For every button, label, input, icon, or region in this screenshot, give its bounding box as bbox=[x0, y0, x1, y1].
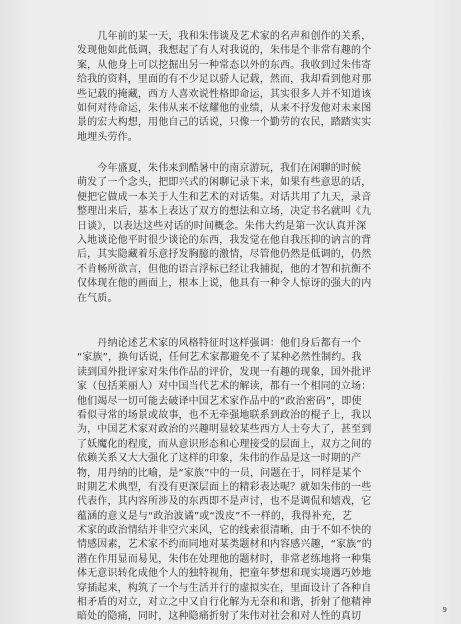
text-line: 丹纳论述艺术家的风格特征时这样强调：他们身后都有一个 bbox=[77, 338, 362, 349]
text-line: 物，用丹纳的比喻，是“家族”中的一员，问题在于，同样是某个 bbox=[77, 467, 362, 479]
text-line: 体无意识转化成他个人的独特视角，把童年梦想和现实境遇巧妙地 bbox=[77, 568, 372, 580]
text-line: 穿插起来，构筑了一个与生活并行的虚拟实在，里面设计了各种自 bbox=[77, 582, 372, 594]
paragraph-2 bbox=[77, 162, 439, 306]
text-line: 依赖关系又大大强化了这样的印象，朱伟的作品是这一时期的产 bbox=[77, 453, 362, 465]
text-line: “家族”，换句话说，任何艺术家都避免不了某种必然性制约。我 bbox=[77, 352, 362, 364]
text-line: 潜在作用显而易见，朱伟在处理他的题材时，非常老练地将一种集 bbox=[77, 553, 372, 565]
text-line: 时期艺术典型，有没有更深层面上的精彩表达呢？就如朱伟的一些 bbox=[77, 481, 372, 493]
text-line: 在气质。 bbox=[77, 292, 118, 304]
text-line: 整理出来后，基本上表达了双方的想法和立场，决定书名就叫《九 bbox=[77, 206, 372, 218]
text-line: 仅体现在他的画面上，根本上说，他具有一种令人惊讶的强大的内 bbox=[77, 278, 372, 290]
text-line: 暗处的隐痛，同时，这种隐痛折射了朱伟对社会和对人性的真切 bbox=[77, 611, 362, 623]
text-line: 蕴涵的意义是与“政治波谲”或“泼皮”不一样的，我得补充，艺 bbox=[77, 510, 353, 522]
text-line: 如何对待命运，朱伟从来不炫耀他的业绩，从来不抒发他对未来图 bbox=[77, 102, 372, 114]
text-line: 些记载的掩藏，西方人喜欢说性格即命运，其实很多人并不知道该 bbox=[77, 88, 372, 100]
page-number: 9 bbox=[442, 606, 447, 614]
text-line: 代表作，其内容所涉及的东西即不是声讨，也不是调侃和嬉戏，它 bbox=[77, 496, 372, 508]
text-line: 他们竭尽一切可能去破译中国艺术家作品中的“政治密码”，即使 bbox=[77, 395, 362, 407]
text-line: 景的宏大构想，用他自己的话说，只像一个勤劳的农民，踏踏实实 bbox=[77, 117, 372, 129]
text-line: 情感因素，艺术家不约而同地对某类题材和内容感兴趣，“家族”的 bbox=[77, 539, 372, 551]
text-line: 日谈》，以表达这些对话的时间概念。朱伟大约是第一次认真并深 bbox=[77, 220, 367, 232]
text-line: 不肯畅所欲言，但他的语言浮标已经让我捕捉，他的才智和抗衡不 bbox=[77, 263, 372, 275]
text-line: 发现他如此低调，我想起了有人对我说的，朱伟是个非常有趣的个 bbox=[77, 45, 372, 57]
text-line: 术家的政治情结并非空穴来风，它的线索很清晰，由于不如不快的 bbox=[77, 525, 372, 537]
text-line: 读到国外批评家对朱伟作品的评价，发现一有趣的现象，国外批评 bbox=[77, 366, 372, 378]
text-line: 了妖魔化的程度，而从意识形态和心理接受的层面上，双方之间的 bbox=[77, 438, 372, 450]
text-line: 相矛盾的对立，对立之中又自行化解为无奈和和谐，折射了他精神 bbox=[77, 597, 372, 609]
paragraph-1 bbox=[77, 30, 439, 145]
text-line: 几年前的某一天，我和朱伟谈及艺术家的名声和创作的关系， bbox=[77, 31, 372, 42]
text-line: 便把它做成一本关于人生和艺术的对话集。对话共用了九天，录音 bbox=[77, 191, 372, 203]
text-line: 家（包括莱丽人）对中国当代艺术的解读，都有一个相同的立场： bbox=[77, 381, 372, 393]
text-line: 今年盛夏，朱伟来到酷暑中的南京游玩，我们在闲聊的时候 bbox=[77, 163, 362, 174]
text-line: 地埋头劳作。 bbox=[77, 131, 138, 143]
text-line: 入地谈论他平时很少谈论的东西，我发觉在他自我压抑的讷言的背 bbox=[77, 234, 372, 246]
text-line: 看似寻常的场景或故事，也不无牵强地联系到政治的棍子上，我以 bbox=[77, 409, 372, 421]
text-line: 后，其实隐藏着乐意抒发胸臆的激情，尽管他仍然是低调的，仍然 bbox=[77, 249, 372, 261]
text-line: 为，中国艺术家对政治的兴趣明显较某些西方人士夸大了，甚至到 bbox=[77, 424, 372, 436]
text-line: 案，从他身上可以挖掘出另一种常态以外的东西。我收到过朱伟寄 bbox=[77, 59, 372, 71]
text-line: 给我的资料，里面的有不少足以骄人记载，然而，我却看到他对那 bbox=[77, 74, 372, 86]
paragraph-3 bbox=[77, 337, 439, 624]
text-line: 萌发了一个念头，把即兴式的闲聊记录下来，如果有些意思的话， bbox=[77, 177, 372, 189]
